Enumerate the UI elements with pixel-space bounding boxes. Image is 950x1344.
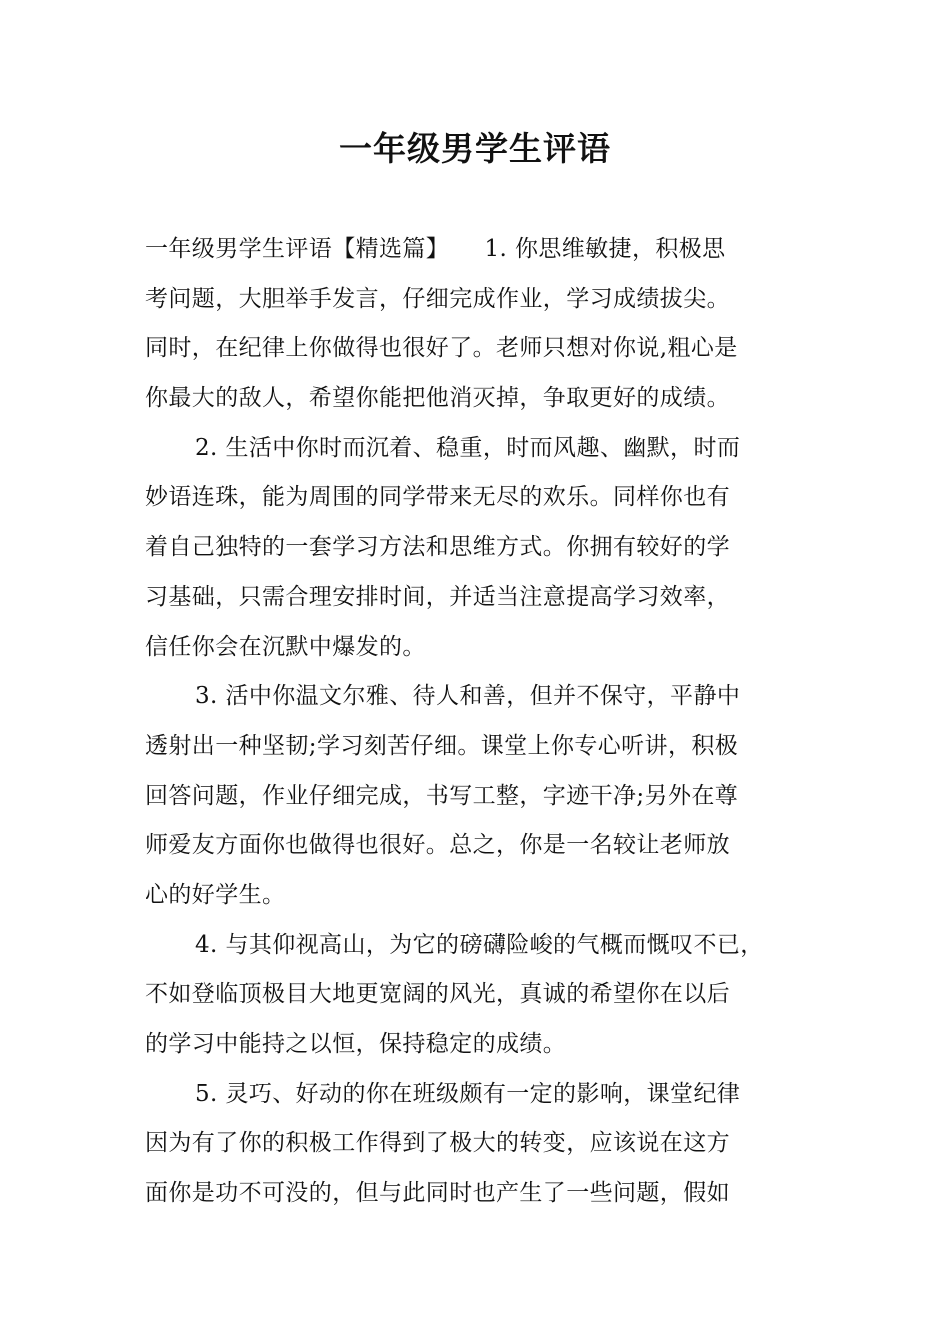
text-line: 妙语连珠，能为周围的同学带来无尽的欢乐。同样你也有 bbox=[145, 484, 730, 511]
text-line: 面你是功不可没的，但与此同时也产生了一些问题，假如 bbox=[145, 1180, 730, 1207]
paragraph-start-line: 5. 灵巧、好动的你在班级颇有一定的影响，课堂纪律 bbox=[195, 1080, 741, 1107]
text-line: 心的好学生。 bbox=[145, 881, 286, 908]
text-line: 不如登临顶极目大地更宽阔的风光，真诚的希望你在以后 bbox=[145, 981, 730, 1008]
paragraph-start-line: 4. 与其仰视高山，为它的磅礴险峻的气概而慨叹不已， bbox=[195, 931, 764, 958]
text-line: 回答问题，作业仔细完成，书写工整，字迹干净;另外在尊 bbox=[145, 782, 739, 809]
document-body bbox=[145, 225, 815, 1219]
paragraph-start-line: 2. 生活中你时而沉着、稳重，时而风趣、幽默，时而 bbox=[195, 434, 741, 461]
text-line: 师爱友方面你也做得也很好。总之，你是一名较让老师放 bbox=[145, 832, 730, 859]
text-line: 考问题，大胆举手发言，仔细完成作业，学习成绩拔尖。 bbox=[145, 285, 730, 312]
text-line: 习基础，只需合理安排时间，并适当注意提高学习效率， bbox=[145, 583, 730, 610]
text-line: 因为有了你的积极工作得到了极大的转变，应该说在这方 bbox=[145, 1130, 730, 1157]
text-line: 透射出一种坚韧;学习刻苦仔细。课堂上你专心听讲，积极 bbox=[145, 732, 739, 759]
text-line: 同时，在纪律上你做得也很好了。老师只想对你说,粗心是 bbox=[145, 335, 738, 362]
paragraph-start-line: 3. 活中你温文尔雅、待人和善，但并不保守，平静中 bbox=[195, 683, 741, 710]
text-line: 信任你会在沉默中爆发的。 bbox=[145, 633, 426, 660]
document-title: 一年级男学生评语 bbox=[339, 129, 611, 168]
text-line: 一年级男学生评语【精选篇】 1. 你思维敏捷，积极思 bbox=[145, 236, 726, 262]
text-line: 的学习中能持之以恒，保持稳定的成绩。 bbox=[145, 1031, 567, 1057]
text-line: 你最大的敌人，希望你能把他消灭掉，争取更好的成绩。 bbox=[145, 385, 730, 412]
text-line: 着自己独特的一套学习方法和思维方式。你拥有较好的学 bbox=[145, 534, 730, 561]
